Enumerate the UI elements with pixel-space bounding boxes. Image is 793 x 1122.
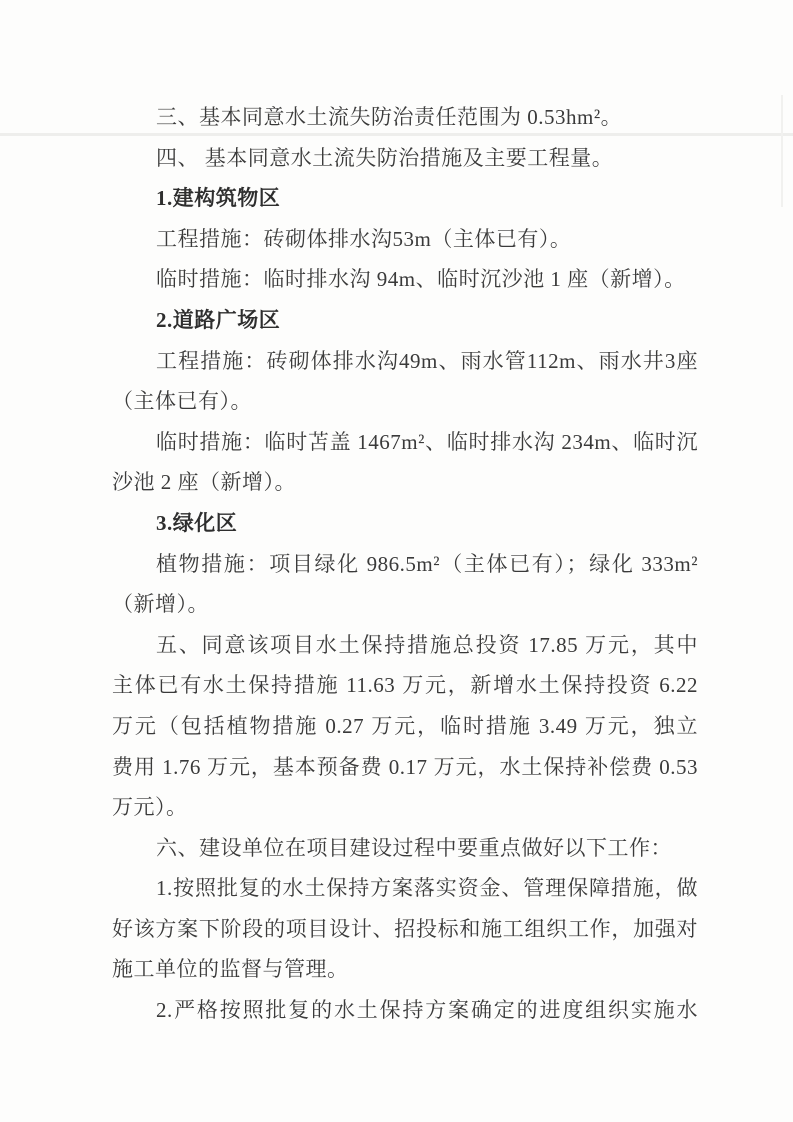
scan-artifact-vertical-streak: [781, 95, 783, 207]
heading-3-greening-zone: 3.绿化区: [156, 510, 238, 535]
building-zone-temporary-measures: 临时措施：临时排水沟 94m、临时沉沙池 1 座（新增）。: [156, 267, 686, 292]
greening-zone-plant-measures-line2: （新增）。: [112, 592, 209, 617]
task-1-line3: 施工单位的监督与管理。: [112, 957, 349, 982]
road-zone-temporary-measures-line1: 临时措施：临时苫盖 1467m²、临时排水沟 234m、临时沉: [156, 429, 698, 454]
task-1-line1: 1.按照批复的水土保持方案落实资金、管理保障措施，做: [156, 876, 698, 901]
clause-5-investment-line3: 万元（包括植物措施 0.27 万元，临时措施 3.49 万元，独立: [112, 713, 698, 738]
clause-5-investment-line4: 费用 1.76 万元，基本预备费 0.17 万元，水土保持补偿费 0.53: [112, 754, 698, 779]
road-zone-engineering-measures-line1: 工程措施：砖砌体排水沟49m、雨水管112m、雨水井3座: [156, 348, 698, 373]
clause-6-key-tasks-intro: 六、建设单位在项目建设过程中要重点做好以下工作：: [156, 835, 672, 860]
road-zone-temporary-measures-line2: 沙池 2 座（新增）。: [112, 470, 296, 495]
heading-2-road-plaza-zone: 2.道路广场区: [156, 307, 281, 332]
clause-5-investment-line1: 五、同意该项目水土保持措施总投资 17.85 万元，其中: [156, 632, 698, 657]
clause-5-investment-line2: 主体已有水土保持措施 11.63 万元，新增水土保持投资 6.22: [112, 673, 698, 698]
task-1-line2: 好该方案下阶段的项目设计、招投标和施工组织工作，加强对: [112, 916, 698, 941]
building-zone-engineering-measures: 工程措施：砖砌体排水沟53m（主体已有）。: [156, 226, 572, 251]
clause-5-investment-line5: 万元）。: [112, 795, 188, 820]
clause-4-measures-intro: 四、 基本同意水土流失防治措施及主要工程量。: [156, 145, 614, 170]
document-body: [112, 97, 698, 1031]
task-2-line1: 2.严格按照批复的水土保持方案确定的进度组织实施水: [156, 998, 698, 1023]
clause-3-responsibility-scope: 三、基本同意水土流失防治责任范围为 0.53hm²。: [156, 105, 623, 129]
heading-1-building-structure-zone: 1.建构筑物区: [156, 186, 281, 211]
road-zone-engineering-measures-line2: （主体已有）。: [112, 389, 252, 414]
greening-zone-plant-measures-line1: 植物措施：项目绿化 986.5m²（主体已有）；绿化 333m²: [156, 551, 698, 576]
